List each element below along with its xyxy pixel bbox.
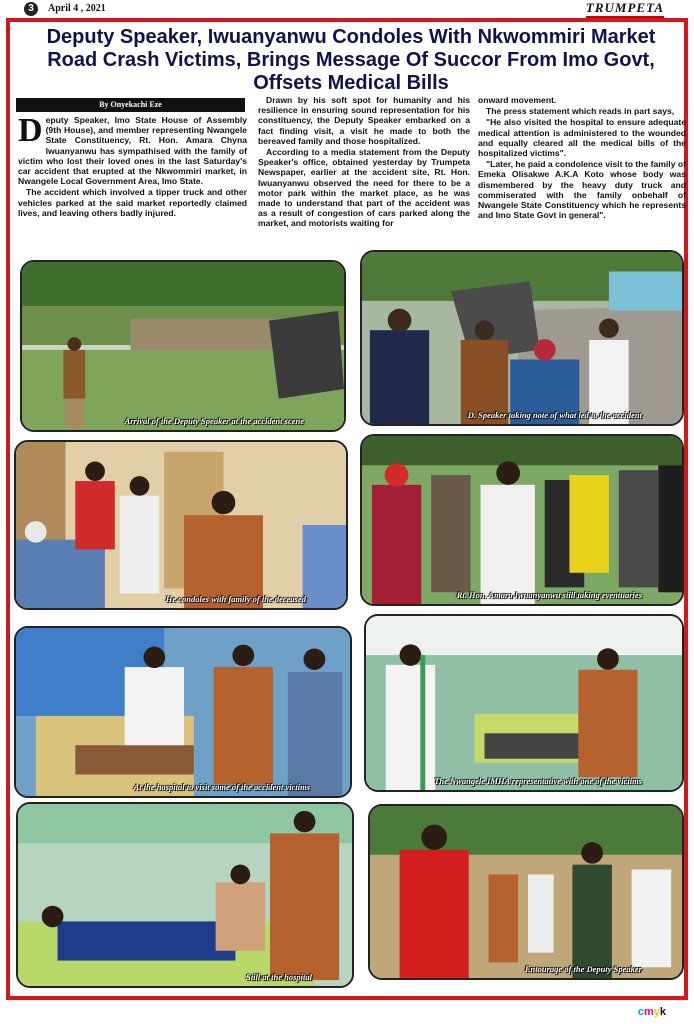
photo-hospital-bed: [364, 614, 684, 792]
dropcap: D: [18, 112, 43, 149]
paragraph: Drawn by his soft spot for humanity and his resilience in ensuring sound representation for his constituency, the Deputy Speaker embarked on a fact finding visit, a visit he made to both the bereaved family and those hospitalized.: [258, 95, 470, 146]
photo-caption: Entourage of the Deputy Speaker: [524, 964, 642, 974]
photo-hospital-ward: [14, 626, 352, 798]
photo-caption: He condoles with family of the deceased: [165, 594, 306, 604]
paragraph: The accident which involved a tipper truck and other vehicles parked at the said market reportedly claimed lives, and leaving others badly injured.: [18, 187, 247, 218]
photo-caption: Rt. Hon. Amara Iwuanyanwu still taking eventuaries: [456, 590, 642, 600]
paragraph: eputy Speaker, Imo State House of Assembly (9th House), and member representing Nwangele State Constituency, Rt. Hon. Amara Chyna Iwuanyanwu has sympathised with the family of victim who lost their loved ones in the last Saturday's car accident that erupted at the Nkwommiri market, in Nwangele Local Government Area, Imo State.: [18, 115, 247, 187]
photo-hospital-patient: [16, 802, 354, 988]
photo-accident-scene: [20, 260, 346, 432]
paragraph: According to a media statement from the Deputy Speaker's office, obtained yesterday by Trumpeta Newspaper, earlier at the accident site, Rt. Hon. Iwuanyanwu observed the need for there to be a motor park within the market place, as he was made to understand that part of the accident was as a result of congestion of cars parked along the market, and motorists waiting for: [258, 147, 470, 229]
headline: Deputy Speaker, Iwuanyanwu Condoles With Nkwommiri Market Road Crash Victims, Brings Message Of Succor From Imo Govt, Offsets Medical Bills: [46, 26, 656, 94]
photo-caption: D. Speaker taking note of what led to the accident: [467, 410, 642, 420]
photo-roadside: [360, 250, 684, 426]
top-strip: [0, 0, 694, 18]
article-column-3: [478, 95, 686, 221]
article-column-2: [258, 95, 470, 230]
photo-caption: Still at the hospital: [246, 972, 312, 982]
paragraph: "Later, he paid a condolence visit to the family of Emeka Olisakwe A.K.A Koto whose body was dismembered by the heavy duty truck and commiserated with the family onbehalf of Nwangele State Constituency which he represents and Imo State Govt in general".: [478, 159, 686, 221]
masthead-logo: TRUMPETA: [586, 0, 664, 18]
photo-caption: The Nwangele IMHA representative with one of the victims: [434, 776, 642, 786]
cmyk-mark: cmyk: [637, 1006, 666, 1018]
photo-caption: At the hospital to visit some of the accident victims: [133, 782, 310, 792]
issue-date: April 4 , 2021: [48, 3, 106, 14]
byline: By Onyekachi Eze: [16, 98, 245, 112]
article-frame: [6, 18, 688, 1000]
article-column-1: [18, 112, 247, 219]
photo-family-visit: [14, 440, 348, 610]
paragraph: "He also visited the hospital to ensure adequate medical attention is administered to the wounded and equally cleared all the medical bills of the hospitalized victims".: [478, 117, 686, 159]
photo-caption: Arrival of the Deputy Speaker at the accident scene: [124, 416, 304, 426]
page-number: 3: [24, 2, 38, 16]
paragraph: The press statement which reads in part says,: [486, 106, 675, 117]
photo-crowd: [360, 434, 684, 606]
paragraph: onward movement.: [478, 95, 557, 105]
photo-entourage: [368, 804, 684, 980]
